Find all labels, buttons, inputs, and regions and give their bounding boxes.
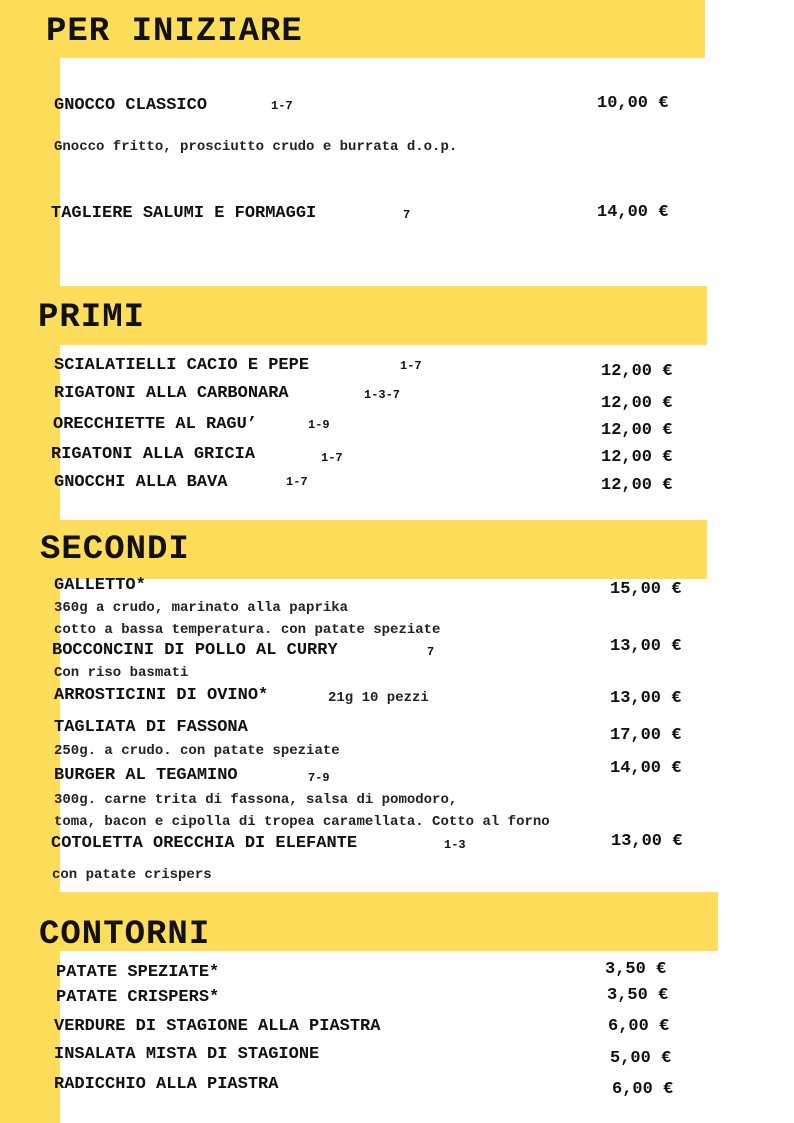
- menu-item-name: BURGER AL TEGAMINO: [54, 766, 238, 785]
- menu-item-note: 21g 10 pezzi: [328, 690, 429, 706]
- menu-item-price: 12,00 €: [601, 421, 673, 440]
- menu-item-name: PATATE CRISPERS*: [56, 988, 220, 1007]
- menu-item-price: 14,00 €: [610, 759, 682, 778]
- menu-item-description: Con riso basmati: [54, 665, 189, 681]
- menu-item-price: 5,00 €: [610, 1049, 672, 1068]
- menu-item-name: RIGATONI ALLA CARBONARA: [54, 384, 289, 403]
- menu-item-name: VERDURE DI STAGIONE ALLA PIASTRA: [54, 1017, 381, 1036]
- menu-item-price: 6,00 €: [608, 1017, 670, 1036]
- menu-item-name: RADICCHIO ALLA PIASTRA: [54, 1075, 279, 1094]
- menu-item-description: con patate crispers: [52, 867, 212, 883]
- menu-item-name: RIGATONI ALLA GRICIA: [51, 445, 256, 464]
- menu-item-price: 14,00 €: [597, 203, 669, 222]
- menu-item-description: Gnocco fritto, prosciutto crudo e burrata d.o.p.: [54, 139, 458, 155]
- allergen-code: 1-7: [286, 475, 308, 489]
- menu-item-name: TAGLIERE SALUMI E FORMAGGI: [51, 204, 317, 223]
- allergen-code: 1-9: [308, 418, 330, 432]
- menu-item-name: GNOCCHI ALLA BAVA: [54, 473, 228, 492]
- section-title-contorni: CONTORNI: [39, 916, 211, 954]
- menu-item-price: 12,00 €: [601, 476, 673, 495]
- menu-item-price: 10,00 €: [597, 94, 669, 113]
- menu-item-description: cotto a bassa temperatura. con patate speziate: [54, 622, 441, 638]
- menu-item-name: COTOLETTA ORECCHIA DI ELEFANTE: [51, 834, 358, 853]
- menu-item-name: GALLETTO*: [54, 576, 146, 595]
- menu-item-name: ARROSTICINI DI OVINO*: [54, 686, 269, 705]
- menu-item-price: 15,00 €: [610, 580, 682, 599]
- menu-item-description: 360g a crudo, marinato alla paprika: [54, 600, 349, 616]
- menu-item-description: 300g. carne trita di fassona, salsa di pomodoro,: [54, 792, 458, 808]
- section-title-secondi: SECONDI: [40, 531, 190, 569]
- menu-item-price: 12,00 €: [601, 394, 673, 413]
- menu-item-name: PATATE SPEZIATE*: [56, 963, 220, 982]
- menu-item-description: toma, bacon e cipolla di tropea caramellata. Cotto al forno: [54, 814, 550, 830]
- allergen-code: 7-9: [308, 771, 330, 785]
- menu-item-price: 12,00 €: [601, 362, 673, 381]
- menu-item-price: 17,00 €: [610, 726, 682, 745]
- allergen-code: 1-7: [271, 99, 293, 113]
- allergen-code: 1-3-7: [364, 388, 401, 402]
- menu-item-price: 13,00 €: [611, 832, 683, 851]
- section-title-primi: PRIMI: [38, 299, 146, 337]
- allergen-code: 1-7: [400, 359, 422, 373]
- menu-item-price: 13,00 €: [610, 637, 682, 656]
- menu-item-price: 13,00 €: [610, 689, 682, 708]
- menu-item-price: 6,00 €: [612, 1080, 674, 1099]
- allergen-code: 7: [427, 645, 435, 659]
- menu-item-price: 12,00 €: [601, 448, 673, 467]
- menu-item-name: TAGLIATA DI FASSONA: [54, 718, 248, 737]
- menu-item-description: 250g. a crudo. con patate speziate: [54, 743, 340, 759]
- allergen-code: 1-7: [321, 451, 343, 465]
- section-title-iniziare: PER INIZIARE: [46, 13, 303, 51]
- allergen-code: 1-3: [444, 838, 466, 852]
- menu-item-name: INSALATA MISTA DI STAGIONE: [54, 1045, 320, 1064]
- menu-item-price: 3,50 €: [607, 986, 669, 1005]
- menu-item-name: BOCCONCINI DI POLLO AL CURRY: [52, 641, 338, 660]
- menu-item-price: 3,50 €: [605, 960, 667, 979]
- menu-item-name: SCIALATIELLI CACIO E PEPE: [54, 356, 310, 375]
- menu-item-name: GNOCCO CLASSICO: [54, 96, 208, 115]
- menu-item-name: ORECCHIETTE AL RAGU’: [53, 415, 258, 434]
- allergen-code: 7: [403, 208, 411, 222]
